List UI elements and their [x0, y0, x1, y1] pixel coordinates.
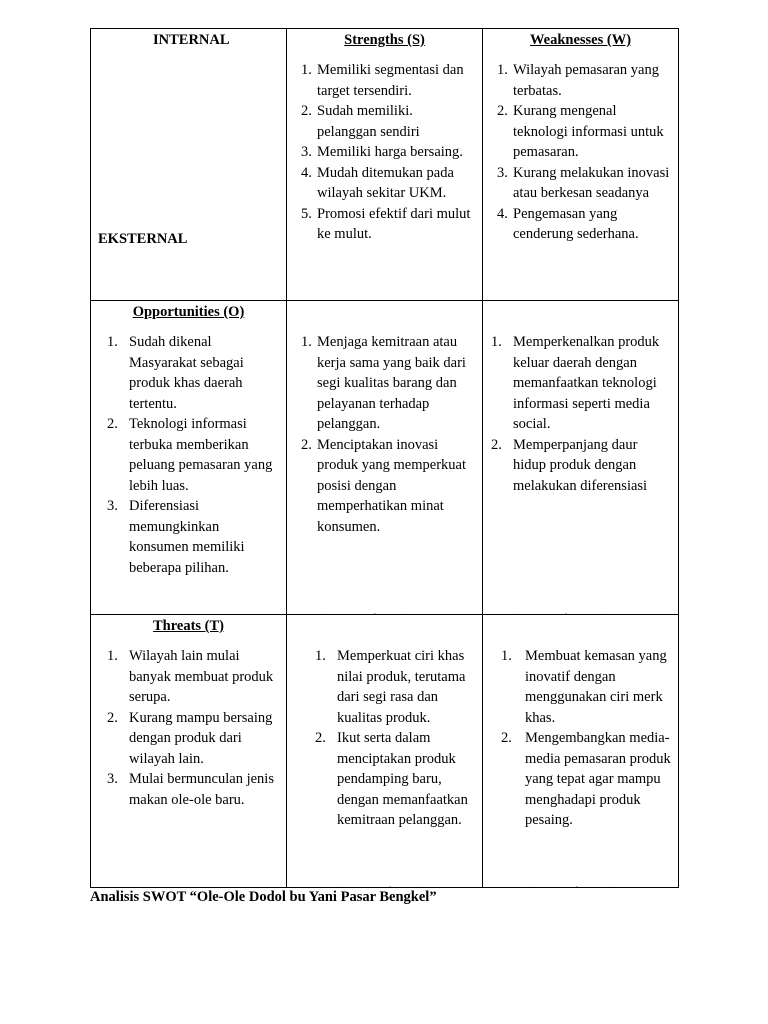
opportunities-row — [91, 301, 679, 615]
list-item: 3. Mulai bermunculan jenis makan ole-ole baru. — [107, 771, 274, 808]
strategi-wo-cell — [483, 301, 679, 615]
strengths-cell — [287, 29, 483, 301]
list-item: 1. Menjaga kemitraan atau kerja sama yang baik dari segi kualitas barang dan pelayanan terhadap pelanggan. — [301, 334, 466, 432]
list-item: 2. Menciptakan inovasi produk yang memperkuat posisi dengan memperhatikan minat konsumen. — [301, 436, 466, 535]
list-item: 4. Mudah ditemukan pada wilayah sekitar UKM. — [301, 164, 454, 201]
list-item: 1. Memperkenalkan produk keluar daerah dengan memanfaatkan teknologi informasi seperti media social. — [491, 334, 660, 432]
list-item: 5. Promosi efektif dari mulut ke mulut. — [301, 205, 471, 242]
list-item: 1. Wilayah pemasaran yang terbatas. — [497, 62, 659, 99]
strategi-wo-label — [514, 610, 606, 615]
strategi-so-label — [323, 610, 410, 615]
weaknesses-title: Weaknesses (W) — [529, 32, 632, 48]
threats-list — [91, 646, 286, 810]
list-item: 1. Wilayah lain mulai banyak membuat produk serupa. — [107, 648, 274, 705]
list-item: 2. Kurang mampu bersaing dengan produk dari wilayah lain. — [107, 709, 273, 767]
list-item: 4. Pengemasan yang cenderung sederhana. — [497, 205, 639, 242]
list-item: 1. Membuat kemasan yang inovatif dengan menggunakan ciri merk khas. — [501, 648, 667, 726]
strategi-wt-list — [483, 646, 678, 831]
list-item: 1. Sudah dikenal Masyarakat sebagai produk khas daerah tertentu. — [107, 334, 244, 412]
internal-label: INTERNAL — [153, 32, 230, 48]
list-item: 2. Memperpanjang daur hidup produk dengan melakukan diferensiasi — [491, 436, 648, 494]
list-item: 2. Mengembangkan media-media pemasaran produk yang tepat agar mampu menghadapi produk pesaing. — [501, 730, 671, 828]
strategi-st-list — [287, 646, 482, 831]
strengths-title: Strengths (S) — [344, 32, 425, 48]
threats-title: Threats (T) — [152, 618, 225, 634]
opportunities-list — [91, 332, 286, 578]
list-item: 1. Memperkuat ciri khas nilai produk, terutama dari segi rasa dan kualitas produk. — [315, 648, 466, 726]
strengths-list — [287, 60, 482, 245]
list-item: 2. Sudah memiliki. pelanggan sendiri — [301, 103, 420, 140]
list-item: 2. Kurang mengenal teknologi informasi untuk pemasaran. — [497, 103, 664, 160]
list-item: 3. Kurang melakukan inovasi atau berkesan seadanya — [497, 164, 670, 201]
list-item: 2. Teknologi informasi terbuka memberikan peluang pemasaran yang lebih luas. — [107, 416, 273, 494]
opportunities-title: Opportunities (O) — [132, 304, 245, 320]
swot-matrix-table — [90, 28, 679, 888]
strategi-so-cell — [287, 301, 483, 615]
threats-row — [91, 615, 679, 888]
list-item: 2. Ikut serta dalam menciptakan produk pendamping baru, dengan memanfaatkan kemitraan pelanggan. — [315, 730, 468, 828]
threats-cell — [91, 615, 287, 888]
list-item: 1. Memiliki segmentasi dan target tersendiri. — [301, 62, 464, 99]
eksternal-label: EKSTERNAL — [98, 231, 188, 247]
strategi-st-cell — [287, 615, 483, 888]
opportunities-cell — [91, 301, 287, 615]
weaknesses-list — [483, 60, 678, 245]
weaknesses-cell — [483, 29, 679, 301]
list-item: 3. Diferensiasi memungkinkan konsumen memiliki beberapa pilihan. — [107, 498, 245, 576]
swot-header-row — [91, 29, 679, 301]
strategi-wo-list — [483, 332, 678, 496]
strategi-wt-label — [525, 883, 616, 888]
internal-eksternal-cell — [91, 29, 287, 301]
document-caption: Analisis SWOT “Ole-Ole Dodol bu Yani Pasar Bengkel” — [90, 889, 437, 905]
list-item: 3. Memiliki harga bersaing. — [301, 144, 463, 160]
strategi-wt-cell — [483, 615, 679, 888]
strategi-so-list — [287, 332, 482, 537]
